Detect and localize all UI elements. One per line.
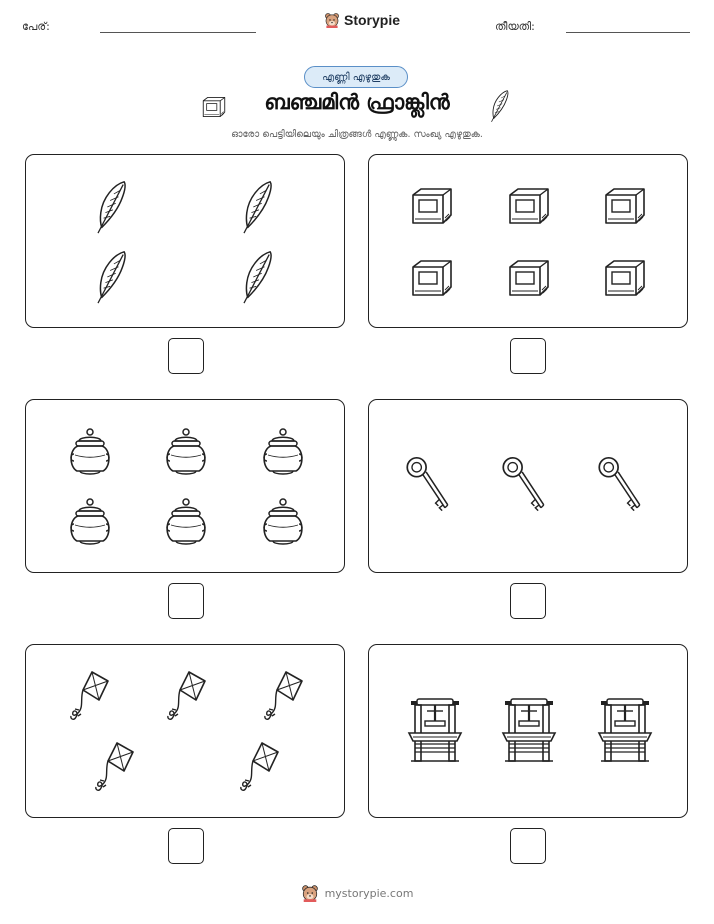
pot-icon bbox=[260, 497, 306, 547]
name-label: പേര്: bbox=[22, 20, 50, 33]
count-panel-pots bbox=[25, 399, 345, 573]
page-title: ബഞ്ചമിൻ ഫ്രാങ്ക്ലിൻ bbox=[264, 90, 450, 114]
answer-box-quills[interactable] bbox=[168, 338, 204, 374]
count-panel-kites bbox=[25, 644, 345, 818]
quill-icon bbox=[236, 179, 280, 235]
quill-icon bbox=[236, 249, 280, 305]
printing-press-icon bbox=[595, 697, 655, 763]
kite-icon bbox=[163, 669, 209, 725]
answer-box-kites[interactable] bbox=[168, 828, 204, 864]
book-icon bbox=[506, 185, 552, 227]
printing-press-icon bbox=[499, 697, 559, 763]
answer-box-books[interactable] bbox=[510, 338, 546, 374]
pot-icon bbox=[260, 427, 306, 477]
key-icon bbox=[403, 455, 453, 521]
pot-icon bbox=[163, 427, 209, 477]
storypie-bear-icon bbox=[324, 12, 340, 28]
count-panel-keys bbox=[368, 399, 688, 573]
brand-logo bbox=[324, 12, 400, 28]
kite-icon bbox=[91, 740, 137, 796]
count-panel-quills bbox=[25, 154, 345, 328]
book-icon bbox=[602, 257, 648, 299]
count-panel-printing-presses bbox=[368, 644, 688, 818]
answer-box-keys[interactable] bbox=[510, 583, 546, 619]
storypie-bear-icon bbox=[301, 884, 319, 902]
brand-name: Storypie bbox=[344, 12, 401, 28]
book-icon bbox=[409, 185, 455, 227]
activity-badge: എണ്ണി എഴുതുക bbox=[304, 66, 408, 88]
quill-icon bbox=[488, 89, 512, 123]
key-icon bbox=[499, 455, 549, 521]
instruction-text: ഓരോ പെട്ടിയിലെയും ചിത്രങ്ങൾ എണ്ണുക. സംഖ്യ എഴുതുക. bbox=[231, 129, 483, 140]
quill-icon bbox=[90, 179, 134, 235]
footer bbox=[0, 884, 714, 902]
footer-url[interactable]: mystorypie.com bbox=[324, 886, 414, 900]
key-icon bbox=[595, 455, 645, 521]
date-label: തീയതി: bbox=[495, 20, 535, 33]
kite-icon bbox=[66, 669, 112, 725]
printing-press-icon bbox=[405, 697, 465, 763]
quill-icon bbox=[90, 249, 134, 305]
book-icon bbox=[506, 257, 552, 299]
date-field[interactable] bbox=[566, 32, 690, 33]
answer-box-pots[interactable] bbox=[168, 583, 204, 619]
name-field[interactable] bbox=[100, 32, 256, 33]
book-icon bbox=[409, 257, 455, 299]
answer-box-printing-presses[interactable] bbox=[510, 828, 546, 864]
pot-icon bbox=[163, 497, 209, 547]
pot-icon bbox=[67, 427, 113, 477]
count-panel-books bbox=[368, 154, 688, 328]
kite-icon bbox=[236, 740, 282, 796]
kite-icon bbox=[260, 669, 306, 725]
book-icon bbox=[602, 185, 648, 227]
pot-icon bbox=[67, 497, 113, 547]
